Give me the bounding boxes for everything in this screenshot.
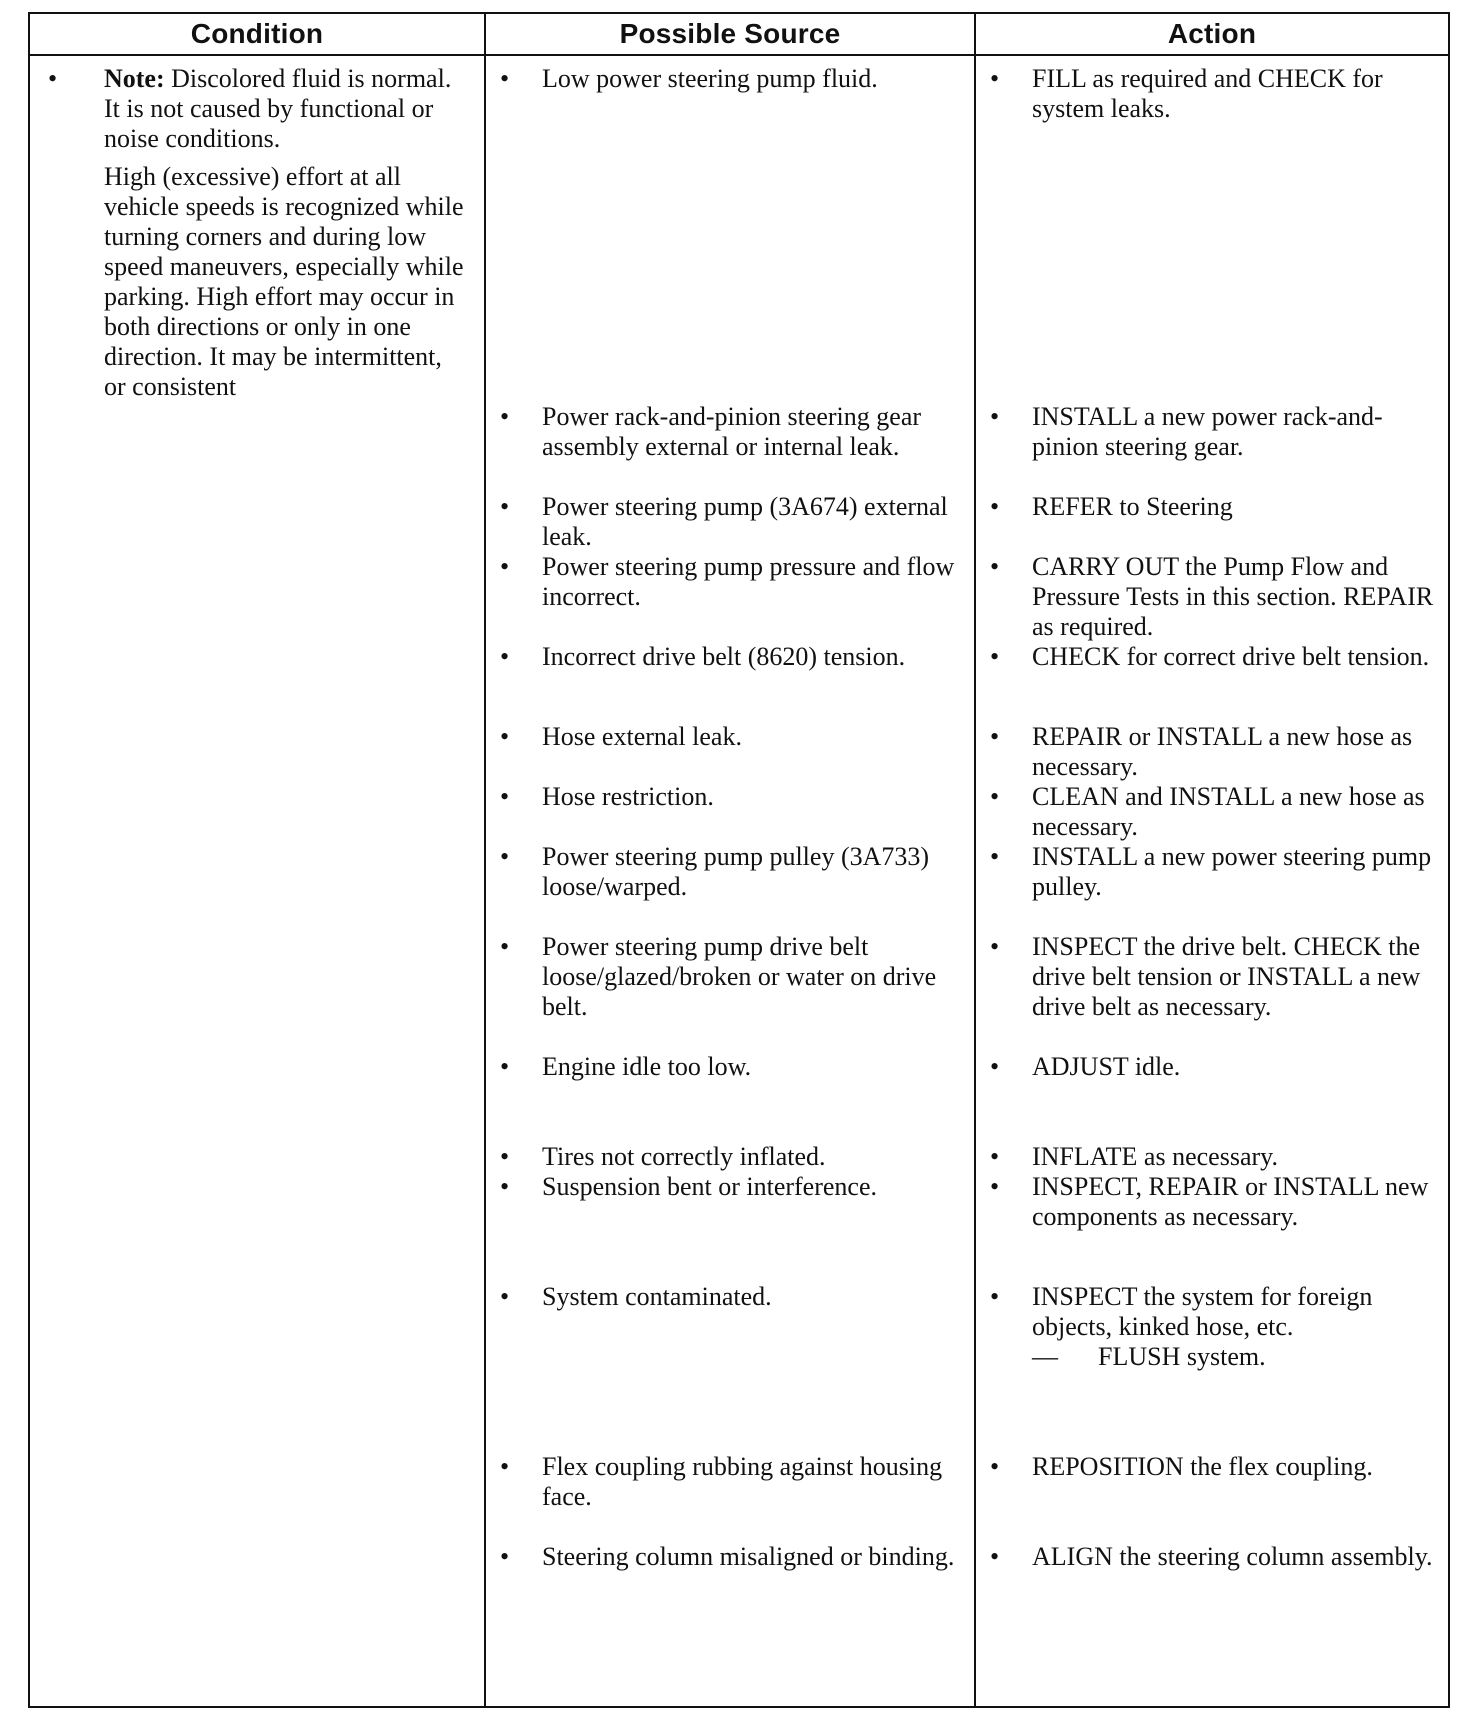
action-item-text: INSPECT the drive belt. CHECK the drive belt tension or INSTALL a new drive belt as necessary. — [1032, 932, 1421, 1021]
action-item — [976, 1052, 1448, 1082]
action-item-text: ADJUST idle. — [1032, 1052, 1181, 1081]
action-cell — [975, 55, 1449, 1707]
condition-cell — [29, 55, 485, 1707]
bullet: • — [990, 782, 1000, 811]
diagnosis-table — [28, 12, 1450, 1708]
bullet: • — [990, 64, 1000, 93]
action-item — [976, 64, 1448, 124]
action-item — [976, 932, 1448, 1022]
bullet: • — [500, 842, 510, 871]
table-row — [29, 55, 1449, 1707]
action-item-text: FILL as required and CHECK for system leaks. — [1032, 64, 1383, 123]
bullet: • — [48, 64, 58, 93]
source-item — [486, 1142, 974, 1172]
action-item — [976, 1172, 1448, 1232]
action-item — [976, 552, 1448, 642]
bullet: • — [990, 1142, 1000, 1171]
action-sub-step-text: FLUSH system. — [1098, 1342, 1266, 1371]
bullet: • — [990, 1542, 1000, 1571]
source-item-text: System contaminated. — [542, 1282, 772, 1311]
action-item-text: INSTALL a new power rack-and-pinion steering gear. — [1032, 402, 1383, 461]
source-item — [486, 842, 974, 902]
bullet: • — [990, 552, 1000, 581]
action-sub-step — [1032, 1342, 1448, 1372]
action-item-text: INSPECT, REPAIR or INSTALL new components as necessary. — [1032, 1172, 1429, 1231]
bullet: • — [500, 1542, 510, 1571]
source-item — [486, 1052, 974, 1082]
source-item-text: Power rack-and-pinion steering gear assembly external or internal leak. — [542, 402, 922, 461]
bullet: • — [990, 1452, 1000, 1481]
bullet: • — [500, 64, 510, 93]
note-text: Discolored fluid is normal. It is not caused by functional or noise conditions. — [104, 64, 452, 153]
bullet: • — [500, 1142, 510, 1171]
action-item — [976, 402, 1448, 462]
action-item-text: INSTALL a new power steering pump pulley. — [1032, 842, 1432, 901]
source-cell — [485, 55, 975, 1707]
action-item — [976, 722, 1448, 782]
bullet: • — [990, 402, 1000, 431]
action-item-text: CHECK for correct drive belt tension. — [1032, 642, 1430, 671]
source-item — [486, 1452, 974, 1512]
source-item-text: Suspension bent or interference. — [542, 1172, 878, 1201]
action-item-text: INFLATE as necessary. — [1032, 1142, 1278, 1171]
bullet: • — [500, 782, 510, 811]
bullet: • — [500, 1172, 510, 1201]
bullet: • — [500, 1282, 510, 1311]
source-item-text: Hose restriction. — [542, 782, 714, 811]
action-item-text: REPAIR or INSTALL a new hose as necessary. — [1032, 722, 1413, 781]
source-item-text: Low power steering pump fluid. — [542, 64, 878, 93]
bullet: • — [500, 402, 510, 431]
source-item — [486, 1542, 974, 1572]
header-condition: Condition — [29, 13, 485, 55]
source-item — [486, 402, 974, 462]
source-item — [486, 1282, 974, 1312]
source-item — [486, 722, 974, 752]
bullet: • — [990, 842, 1000, 871]
action-item — [976, 492, 1448, 522]
source-item — [486, 782, 974, 812]
bullet: • — [500, 1052, 510, 1081]
bullet: • — [990, 1172, 1000, 1201]
action-item — [976, 782, 1448, 842]
source-item — [486, 492, 974, 552]
document-page — [28, 12, 1448, 1708]
header-row — [29, 13, 1449, 55]
action-item — [976, 842, 1448, 902]
action-item — [976, 1142, 1448, 1172]
source-item-text: Hose external leak. — [542, 722, 742, 751]
action-item — [976, 1542, 1448, 1572]
bullet: • — [500, 642, 510, 671]
bullet: • — [500, 492, 510, 521]
source-item — [486, 932, 974, 1022]
bullet: • — [990, 1052, 1000, 1081]
bullet: • — [500, 722, 510, 751]
header-action: Action — [975, 13, 1449, 55]
bullet: • — [990, 1282, 1000, 1311]
dash: — — [1032, 1342, 1058, 1371]
condition-description: High (excessive) effort at all vehicle speeds is recognized while turning corners and during low speed maneuvers, especially while parking. High effort may occur in both directions or only in one direction. It may be intermittent, or consistent — [104, 162, 464, 401]
source-item — [486, 1172, 974, 1202]
source-item — [486, 642, 974, 672]
source-item — [486, 64, 974, 94]
source-item-text: Power steering pump (3A674) external leak. — [542, 492, 948, 551]
action-item-text: CARRY OUT the Pump Flow and Pressure Tests in this section. REPAIR as required. — [1032, 552, 1434, 641]
action-item-text: INSPECT the system for foreign objects, kinked hose, etc. — [1032, 1282, 1373, 1341]
action-item — [976, 642, 1448, 672]
source-item-text: Tires not correctly inflated. — [542, 1142, 826, 1171]
bullet: • — [500, 552, 510, 581]
source-item-text: Power steering pump pulley (3A733) loose/warped. — [542, 842, 930, 901]
source-item-text: Incorrect drive belt (8620) tension. — [542, 642, 906, 671]
action-item — [976, 1282, 1448, 1372]
source-item-text: Power steering pump drive belt loose/glazed/broken or water on drive belt. — [542, 932, 937, 1021]
bullet: • — [990, 932, 1000, 961]
action-item — [976, 1452, 1448, 1482]
note-label: Note: — [104, 64, 165, 93]
source-item-text: Engine idle too low. — [542, 1052, 752, 1081]
source-item — [486, 552, 974, 612]
bullet: • — [990, 722, 1000, 751]
bullet: • — [990, 492, 1000, 521]
source-item-text: Steering column misaligned or binding. — [542, 1542, 955, 1571]
action-item-text: CLEAN and INSTALL a new hose as necessary. — [1032, 782, 1425, 841]
source-item-text: Power steering pump pressure and flow incorrect. — [542, 552, 955, 611]
header-possible-source: Possible Source — [485, 13, 975, 55]
action-item-text: REPOSITION the flex coupling. — [1032, 1452, 1373, 1481]
action-item-text: ALIGN the steering column assembly. — [1032, 1542, 1433, 1571]
source-item-text: Flex coupling rubbing against housing face. — [542, 1452, 943, 1511]
action-item-text: REFER to Steering — [1032, 492, 1233, 521]
bullet: • — [990, 642, 1000, 671]
bullet: • — [500, 932, 510, 961]
bullet: • — [500, 1452, 510, 1481]
